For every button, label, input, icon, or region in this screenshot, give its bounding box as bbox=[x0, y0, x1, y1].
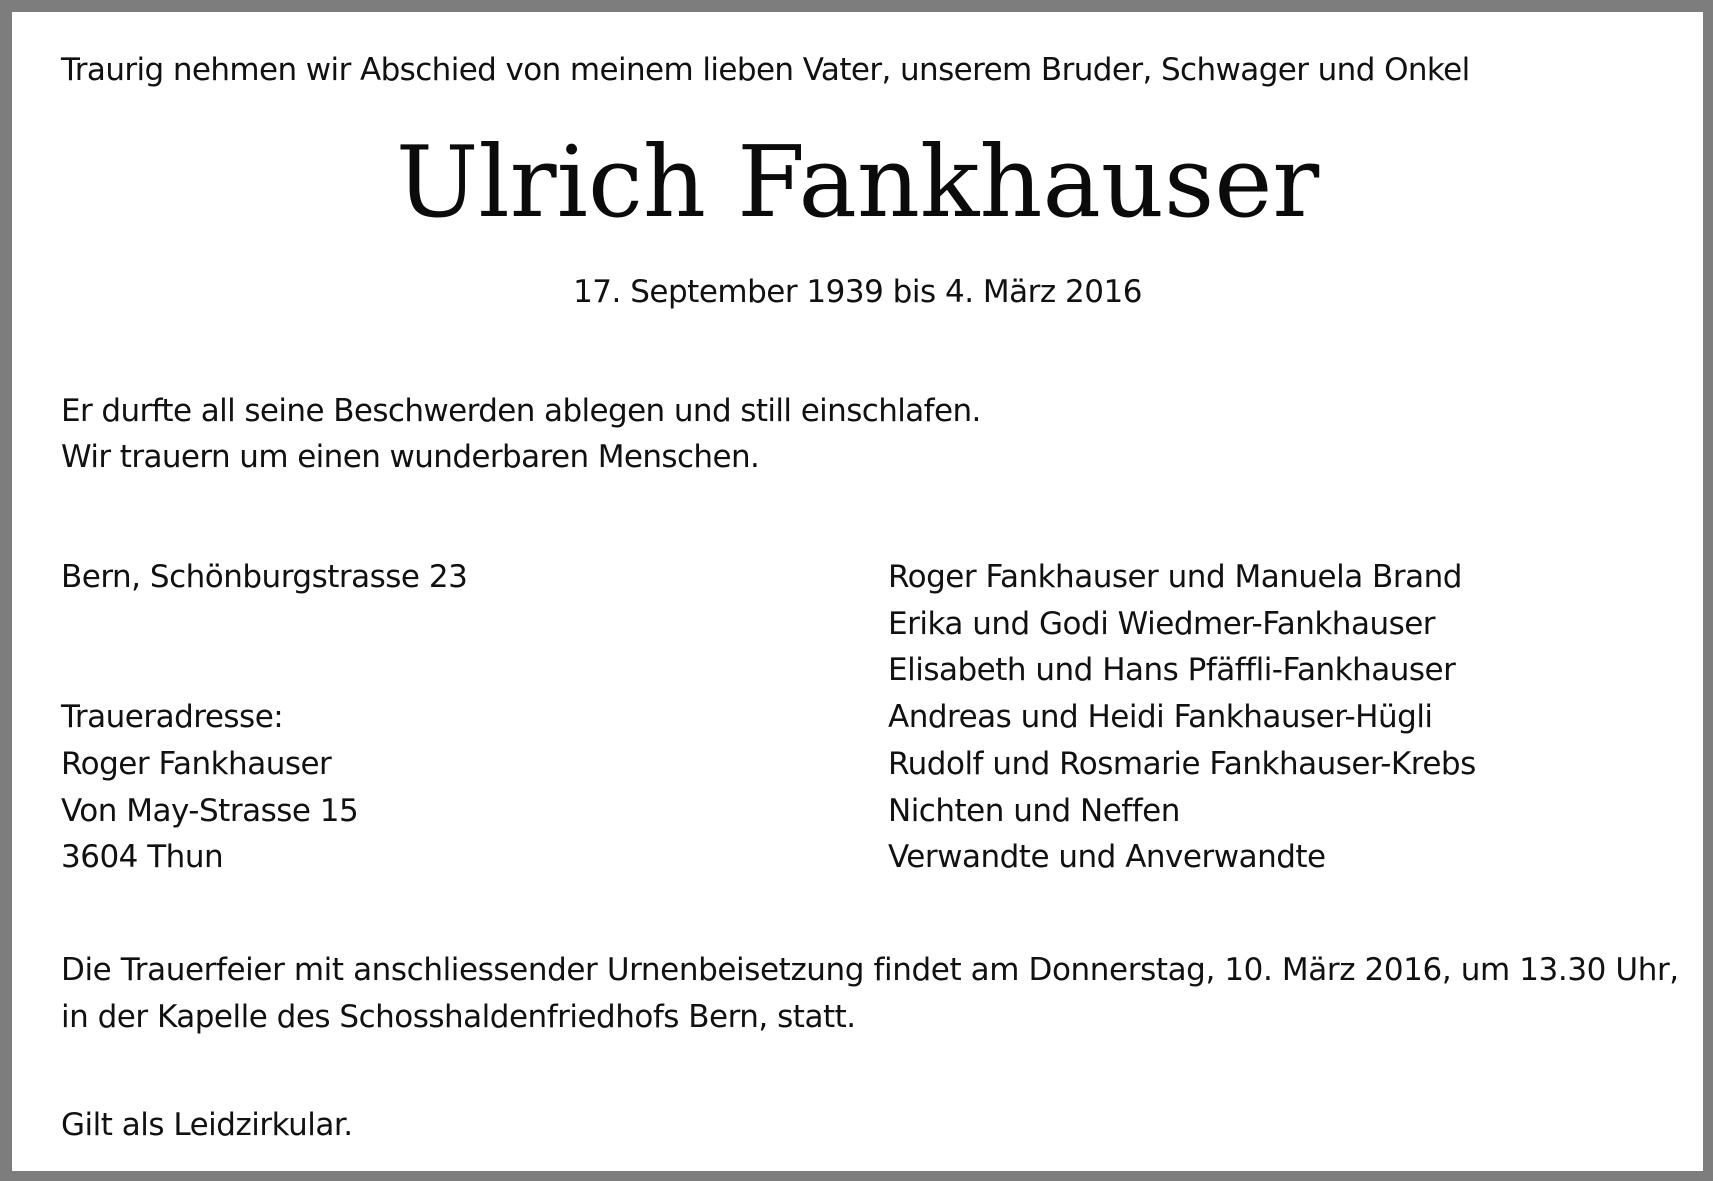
deceased-name: Ulrich Fankhauser bbox=[395, 126, 1320, 240]
mourning-address-street: Von May-Strasse 15 bbox=[61, 793, 359, 829]
ceremony-line-1: Die Trauerfeier mit anschliessender Urnenbeisetzung findet am Donnerstag, 10. März 2016, um 13.30 Uhr, bbox=[61, 952, 1679, 988]
closing-note: Gilt als Leidzirkular. bbox=[61, 1107, 353, 1143]
intro-text: Traurig nehmen wir Abschied von meinem lieben Vater, unserem Bruder, Schwager und Onkel bbox=[61, 52, 1470, 88]
home-address: Bern, Schönburgstrasse 23 bbox=[61, 559, 468, 595]
family-member: Rudolf und Rosmarie Fankhauser-Krebs bbox=[888, 746, 1476, 782]
message-line-1: Er durfte all seine Beschwerden ablegen und still einschlafen. bbox=[61, 393, 981, 429]
mourning-address-label: Traueradresse: bbox=[61, 699, 284, 735]
family-member: Roger Fankhauser und Manuela Brand bbox=[888, 559, 1462, 595]
family-member: Verwandte und Anverwandte bbox=[888, 839, 1326, 875]
message-line-2: Wir trauern um einen wunderbaren Menschen. bbox=[61, 439, 760, 475]
family-member: Erika und Godi Wiedmer-Fankhauser bbox=[888, 606, 1436, 642]
family-member: Nichten und Neffen bbox=[888, 793, 1180, 829]
mourning-address-city: 3604 Thun bbox=[61, 839, 224, 875]
ceremony-line-2: in der Kapelle des Schosshaldenfriedhofs Bern, statt. bbox=[61, 999, 856, 1035]
family-member: Elisabeth und Hans Pfäffli-Fankhauser bbox=[888, 652, 1456, 688]
mourning-address-name: Roger Fankhauser bbox=[61, 746, 332, 782]
life-dates: 17. September 1939 bis 4. März 2016 bbox=[573, 274, 1142, 310]
family-member: Andreas und Heidi Fankhauser-Hügli bbox=[888, 699, 1433, 735]
